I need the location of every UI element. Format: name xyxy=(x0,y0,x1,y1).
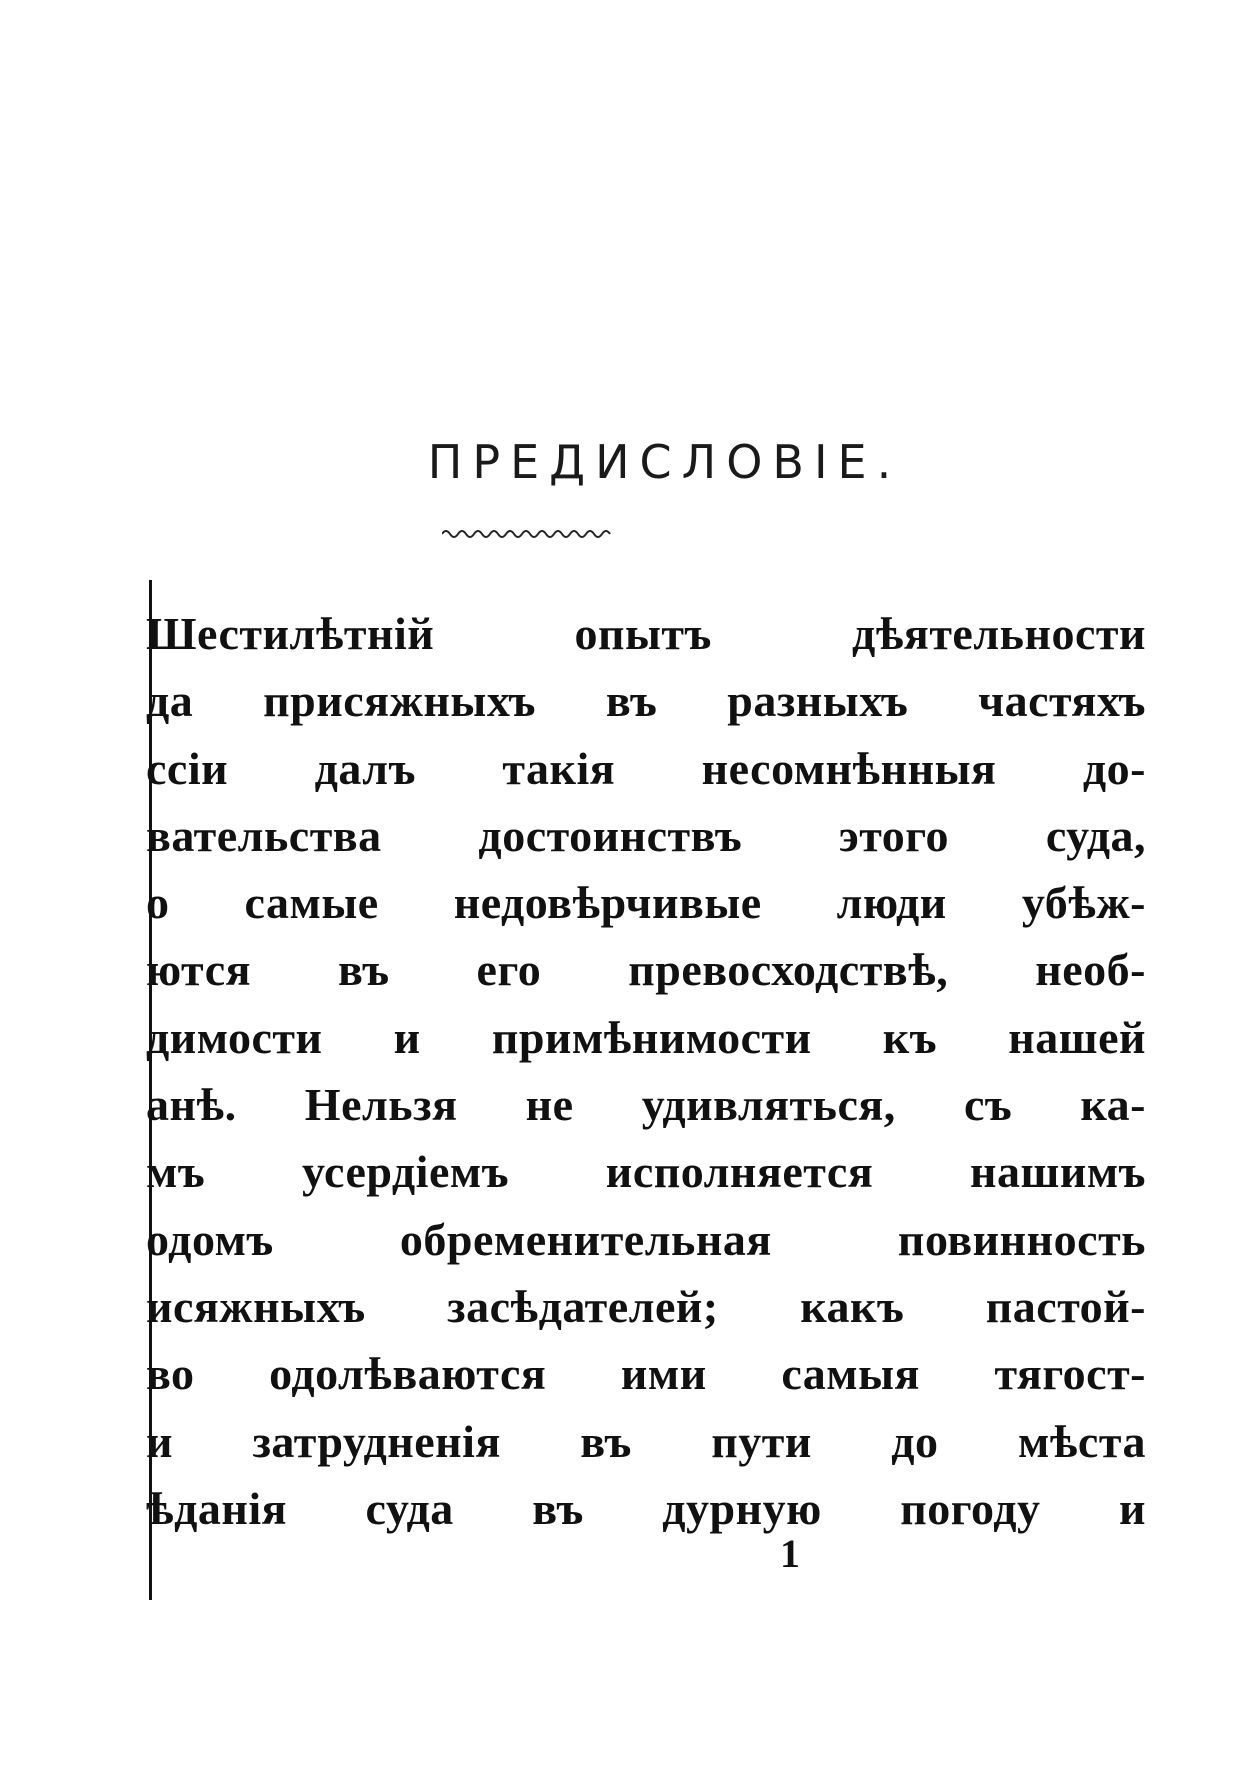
text-line: вательства достоинствъ этого суда, xyxy=(146,809,1146,861)
text-line: ѣданія суда въ дурную погоду и xyxy=(146,1482,1146,1534)
text-line: исяжныхъ засѣдателей; какъ пастой- xyxy=(146,1280,1146,1332)
text-line: и затрудненія въ пути до мѣста xyxy=(146,1415,1146,1467)
text-line: Шестилѣтній опытъ дѣятельности xyxy=(146,608,1146,659)
page-heading: ПРЕДИСЛОВІЕ. xyxy=(427,435,902,489)
wavy-rule-ornament xyxy=(442,525,612,543)
text-line: ются въ его превосходствѣ, необ- xyxy=(146,944,1146,996)
text-line: мъ усердіемъ исполняется нашимъ xyxy=(146,1146,1146,1198)
text-line: о самые недовѣрчивые люди убѣж- xyxy=(146,877,1146,929)
text-line: одомъ обременительная повинность xyxy=(146,1213,1146,1265)
text-line: во одолѣваются ими самыя тягост- xyxy=(146,1348,1146,1400)
text-line: димости и примѣнимости къ нашей xyxy=(146,1011,1146,1063)
text-line: анѣ. Нельзя не удивляться, съ ка- xyxy=(146,1079,1146,1131)
text-line: ссіи далъ такія несомнѣнныя до- xyxy=(146,742,1146,794)
page-number: 1 xyxy=(780,1531,800,1576)
body-text xyxy=(146,600,1146,1542)
text-line: да присяжныхъ въ разныхъ частяхъ xyxy=(146,675,1146,727)
